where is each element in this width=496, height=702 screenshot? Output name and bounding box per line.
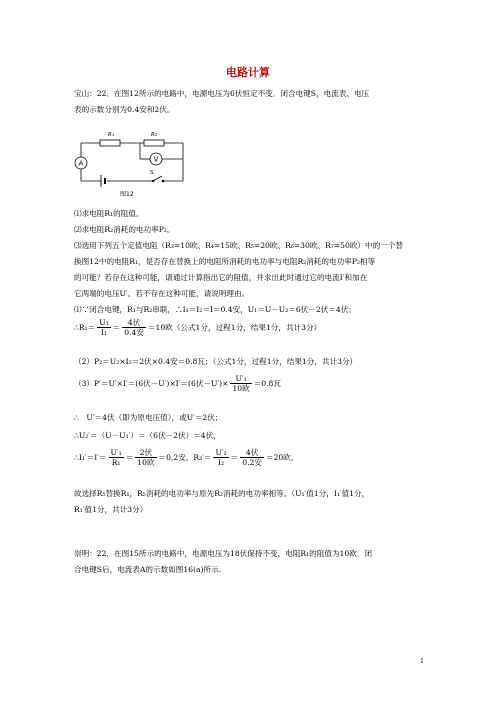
answer-3-equation2: ∴I₁′＝I′＝ $\frac{\text{U′₁}}{\text{R₁}}$ ＝ $\frac{\text{2伏}}{\text{10欧}}$ ＝0.2安，R₃′＝ $\frac{\text{U′₂}}{\text{I₂}}$ ＝ $\frac{\text{4伏}}{\text{0.2安}}$ ＝20欧。 bbox=[74, 448, 299, 467]
r1-label: R₁ bbox=[108, 132, 115, 138]
ammeter-label: A bbox=[78, 159, 84, 168]
eq-prefix: ∴R₁＝ bbox=[74, 323, 96, 332]
fraction: $\frac{\text{U′₁}}{\text{R₁}}$ bbox=[110, 448, 122, 467]
answer-3-conclusion-line2: R₁′值1分，共计3分） bbox=[74, 505, 148, 514]
problem2-stem-line2: 合电键S后，电流表A的示数如图16(a)所示. bbox=[74, 565, 222, 574]
page-number: 1 bbox=[420, 658, 424, 665]
fraction: $\frac{\text{2伏}}{\text{10欧}}$ bbox=[137, 448, 155, 467]
question-1: ⑴求电阻R₁的阻值。 bbox=[74, 209, 144, 218]
answer-3-equation: （3）P′＝U′×I′＝(6伏－U′)×I′＝(6伏－U′)× $\frac{\text{U′₁}}{\text{10欧}}$ ＝0.8瓦 bbox=[74, 374, 281, 393]
question-2: ⑵求电阻R₂消耗的电功率P₂。 bbox=[74, 225, 175, 234]
battery-icon bbox=[101, 175, 105, 187]
fraction: $\frac{\text{U₁}}{\text{I₁}}$ bbox=[99, 318, 109, 337]
answer-2: （2）P₂＝U₂×I₂＝2伏×0.4安＝0.8瓦；（公式1分，过程1分，结果1分，共计3分） bbox=[74, 357, 358, 366]
answer-3-line3: ∴U₂′＝（U－U₁′）＝（6伏－2伏）＝4伏， bbox=[74, 431, 221, 440]
resistor-r2 bbox=[144, 140, 164, 146]
switch-label: S bbox=[150, 170, 154, 176]
problem2-stem-line1: 崇明：22．在图15所示的电路中，电源电压为18伏保持不变，电阻R₁的阻值为10欧．闭 bbox=[74, 549, 373, 558]
resistor-r1 bbox=[100, 140, 120, 146]
switch-icon bbox=[152, 176, 164, 182]
document-title: 电路计算 bbox=[226, 66, 270, 79]
voltmeter-label: V bbox=[153, 155, 159, 164]
fraction: $\frac{\text{U′₂}}{\text{I₂}}$ bbox=[215, 448, 227, 467]
question-3-line2: 换图12中的电阻R₁，是否存在替换上的电阻所消耗的电功率与电阻R₂消耗的电功率P₂相等 bbox=[74, 257, 376, 266]
answer-3-conclusion-line1: 故选择R₅替换R₁，R₅消耗的电功率与原先R₂消耗的电功率相等。（U₁′值1分，I₁′值1分， bbox=[74, 489, 370, 498]
question-3-line3: 的可能？若存在这种可能，请通过计算指出它的阻值，并求出此时通过它的电流I′和加在 bbox=[74, 273, 368, 282]
circuit-diagram bbox=[74, 126, 194, 200]
answer-1: ⑴∵闭合电键，R₁与R₂串联，∴I₁＝I₂＝I＝0.4安，U₁＝U－U₂＝6伏－2伏＝4伏； bbox=[74, 305, 356, 314]
problem1-stem-line2: 表的示数分别为0.4安和2伏。 bbox=[74, 105, 175, 114]
r2-label: R₂ bbox=[151, 132, 158, 138]
fraction: $\frac{\text{U′₁}}{\text{10欧}}$ bbox=[232, 374, 250, 393]
fraction: $\frac{\text{4伏}}{\text{0.2安}}$ bbox=[242, 448, 262, 467]
problem1-stem-line1: 宝山：22．在图12所示的电路中，电源电压为6伏恒定不变．闭合电键S，电流表、电压 bbox=[74, 89, 370, 98]
question-3-line4: 它两端的电压U′。若不存在这种可能，请说明理由。 bbox=[74, 289, 250, 298]
question-3-line1: ⑶选用下列五个定值电阻（R₃=10欧、R₄=15欧、R₅=20欧、R₆=30欧、R₇=50欧）中的一个替 bbox=[74, 241, 403, 250]
figure-caption: 图12 bbox=[120, 191, 134, 198]
eq-tail: ＝10欧（公式1分，过程1分，结果1分，共计3分） bbox=[147, 323, 322, 332]
answer-1-equation: ∴R₁＝ $\frac{\text{U₁}}{\text{I₁}}$ ＝ $\frac{\text{4伏}}{\text{0.4安}}$ ＝10欧（公式1分，过程1分，结果1分，共计3分） bbox=[74, 318, 322, 337]
fraction: $\frac{\text{4伏}}{\text{0.4安}}$ bbox=[124, 318, 144, 337]
answer-3-line2: ∴ U′＝4伏（即为原电压值），或U′＝2伏； bbox=[74, 413, 223, 422]
